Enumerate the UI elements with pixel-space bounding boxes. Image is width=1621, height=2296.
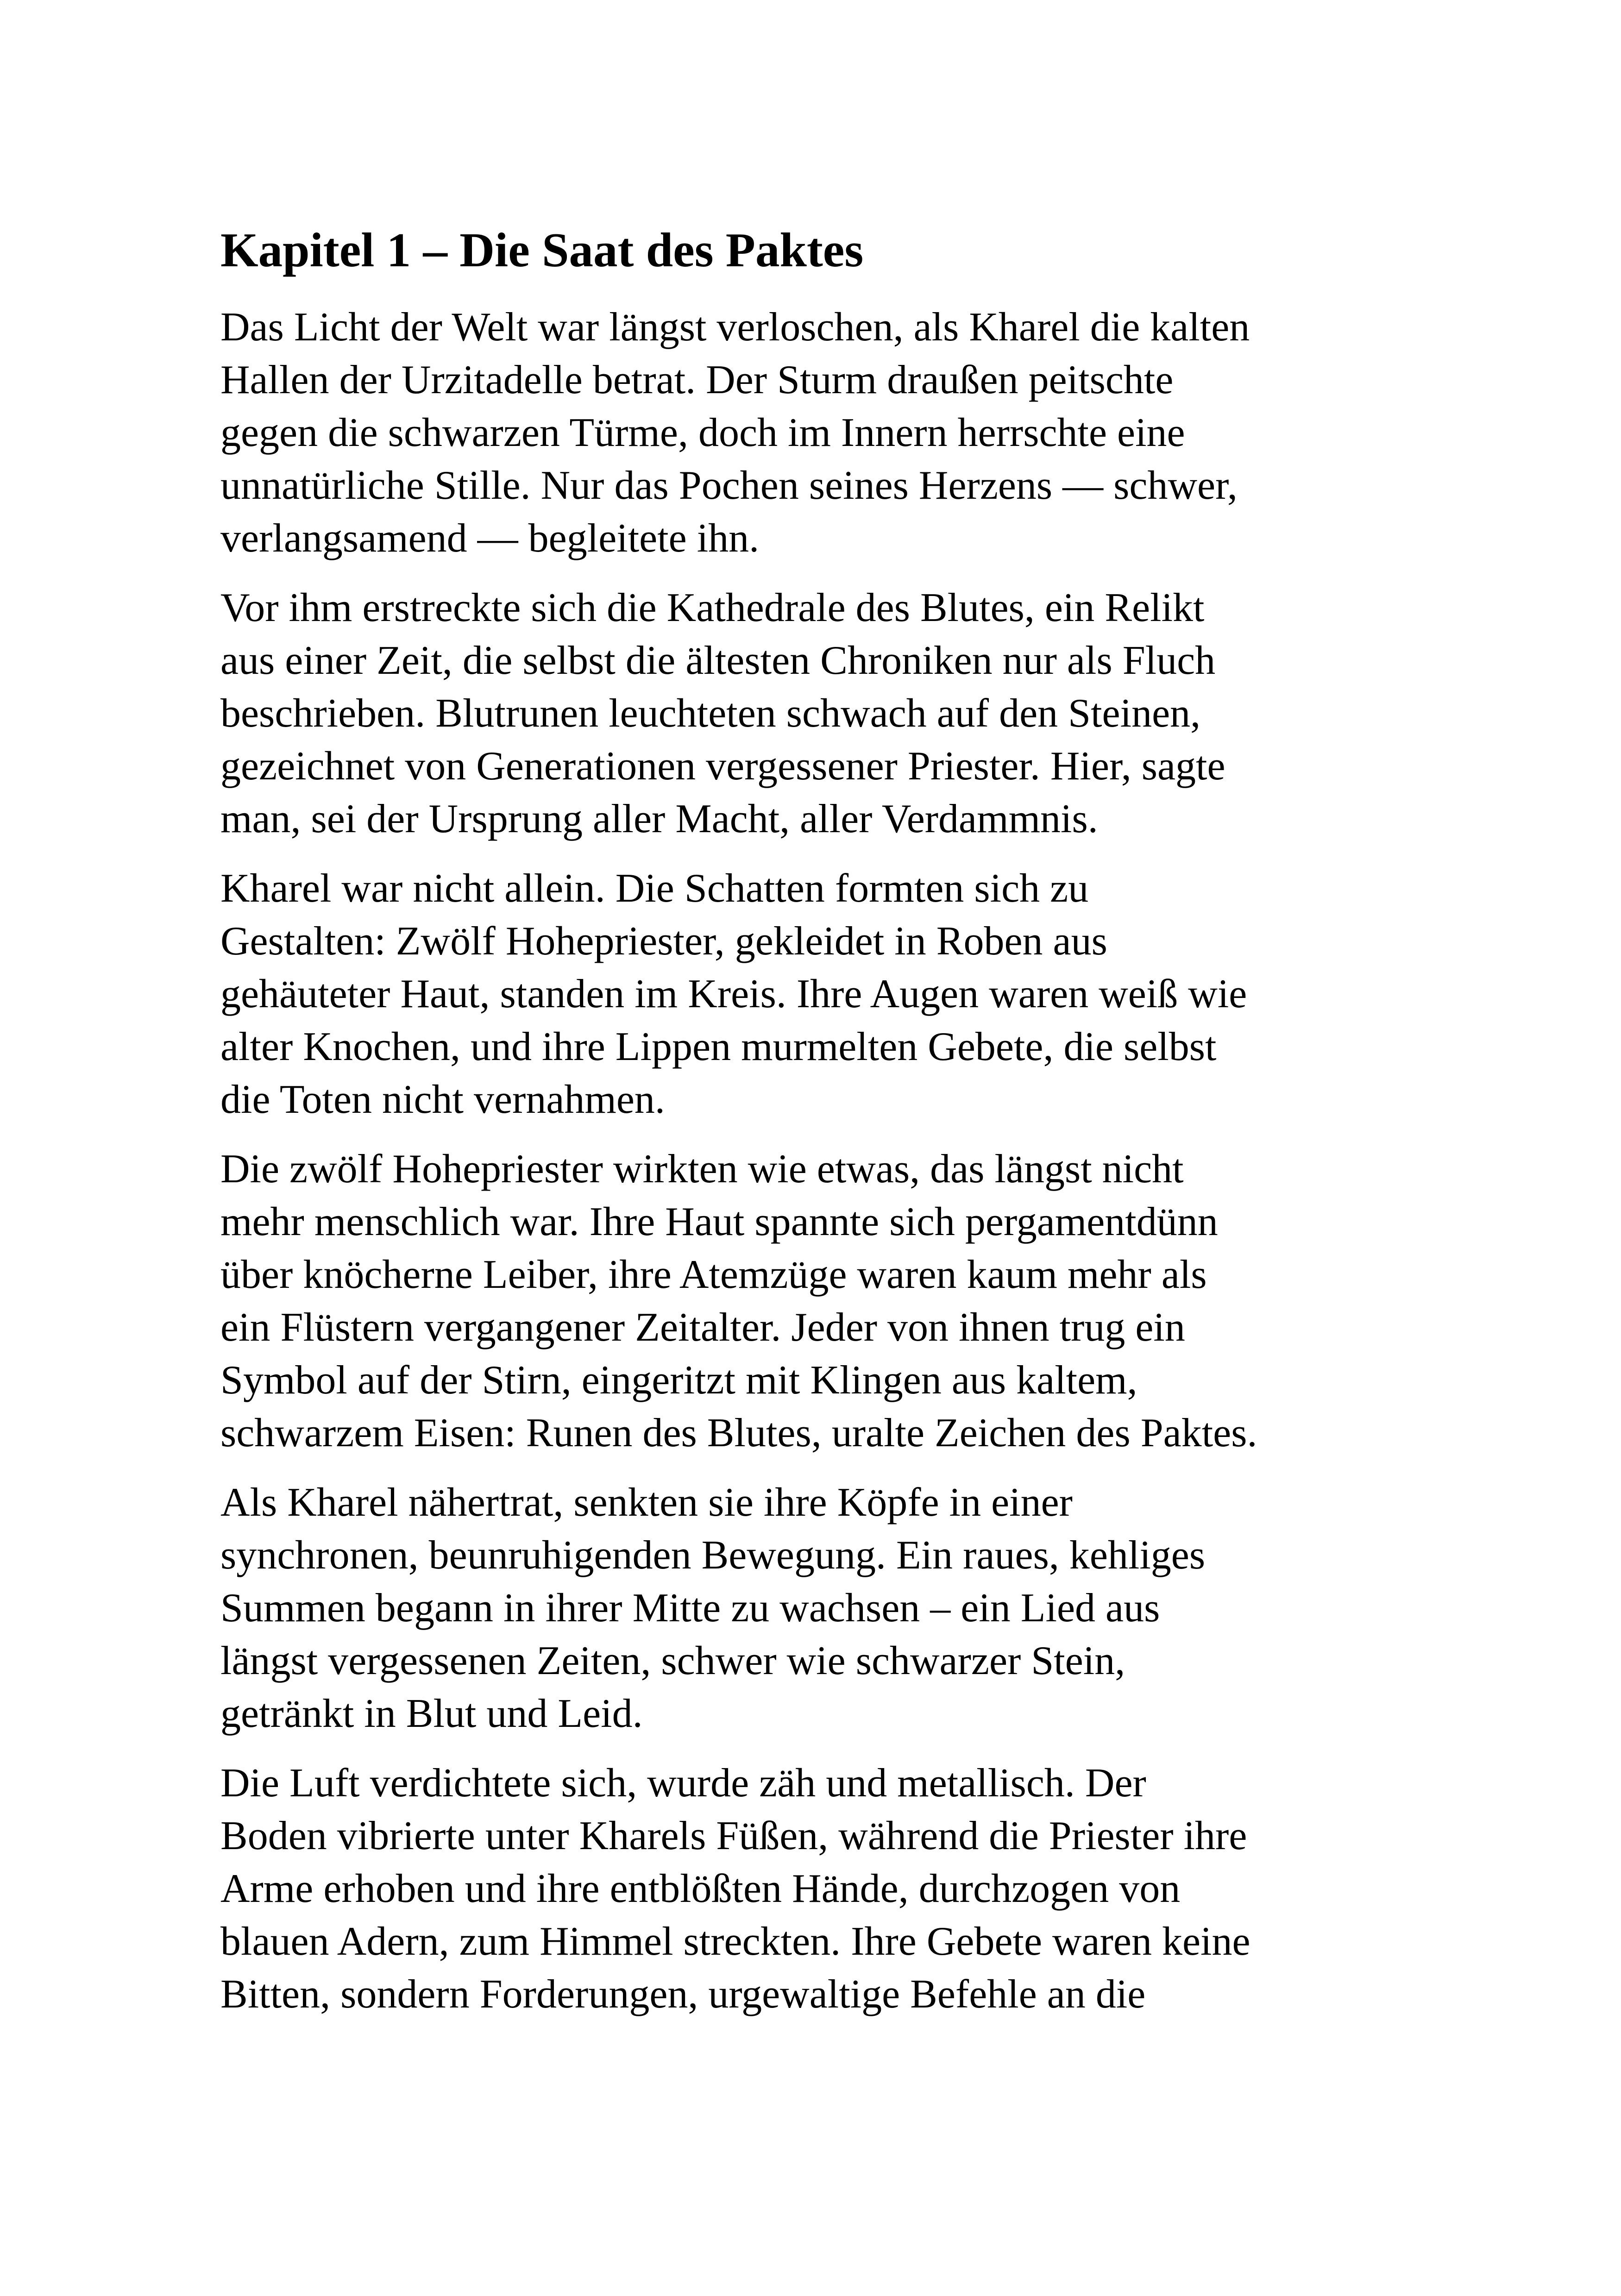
text-line: beschrieben. Blutrunen leuchteten schwach auf den Steinen, [220, 691, 1201, 736]
text-line: über knöcherne Leiber, ihre Atemzüge waren kaum mehr als [220, 1252, 1207, 1297]
text-line: gehäuteter Haut, standen im Kreis. Ihre Augen waren weiß wie [220, 972, 1247, 1016]
text-line: die Toten nicht vernahmen. [220, 1077, 665, 1122]
chapter-content [220, 218, 1425, 2038]
paragraph-6 [220, 1757, 1425, 2021]
text-line: alter Knochen, und ihre Lippen murmelten Gebete, die selbst [220, 1024, 1217, 1069]
text-line: getränkt in Blut und Leid. [220, 1691, 643, 1736]
text-line: Die zwölf Hohepriester wirkten wie etwas, das längst nicht [220, 1147, 1184, 1192]
chapter-title: Kapitel 1 – Die Saat des Paktes [220, 223, 864, 277]
paragraph-1 [220, 301, 1425, 565]
text-line: gezeichnet von Generationen vergessener Priester. Hier, sagte [220, 744, 1225, 789]
text-line: ein Flüstern vergangener Zeitalter. Jeder von ihnen trug ein [220, 1305, 1185, 1350]
text-line: schwarzem Eisen: Runen des Blutes, uralte Zeichen des Paktes. [220, 1411, 1257, 1455]
text-line: Summen begann in ihrer Mitte zu wachsen – ein Lied aus [220, 1586, 1160, 1631]
text-line: Vor ihm erstreckte sich die Kathedrale des Blutes, ein Relikt [220, 585, 1205, 630]
text-line: Hallen der Urzitadelle betrat. Der Sturm draußen peitschte [220, 358, 1174, 402]
paragraph-2 [220, 582, 1425, 846]
text-line: Das Licht der Welt war längst verloschen, als Kharel die kalten [220, 305, 1250, 350]
text-line: Symbol auf der Stirn, eingeritzt mit Klingen aus kaltem, [220, 1358, 1137, 1403]
text-line: gegen die schwarzen Türme, doch im Innern herrschte eine [220, 410, 1185, 455]
text-line: man, sei der Ursprung aller Macht, aller Verdammnis. [220, 797, 1098, 841]
text-line: blauen Adern, zum Himmel streckten. Ihre Gebete waren keine [220, 1919, 1250, 1964]
text-line: aus einer Zeit, die selbst die ältesten Chroniken nur als Fluch [220, 638, 1216, 683]
paragraph-5 [220, 1476, 1425, 1740]
text-line: synchronen, beunruhigenden Bewegung. Ein raues, kehliges [220, 1533, 1206, 1578]
paragraph-4 [220, 1143, 1425, 1460]
text-line: verlangsamend — begleitete ihn. [220, 516, 760, 561]
paragraph-3 [220, 862, 1425, 1126]
text-line: Bitten, sondern Forderungen, urgewaltige Befehle an die [220, 1972, 1146, 2017]
text-line: mehr menschlich war. Ihre Haut spannte sich pergamentdünn [220, 1199, 1218, 1244]
text-line: Gestalten: Zwölf Hohepriester, gekleidet in Roben aus [220, 919, 1107, 964]
text-line: Boden vibrierte unter Kharels Füßen, während die Priester ihre [220, 1813, 1247, 1858]
text-line: längst vergessenen Zeiten, schwer wie schwarzer Stein, [220, 1638, 1125, 1683]
text-line: unnatürliche Stille. Nur das Pochen seines Herzens — schwer, [220, 463, 1238, 508]
text-line: Arme erhoben und ihre entblößten Hände, durchzogen von [220, 1866, 1181, 1911]
text-line: Die Luft verdichtete sich, wurde zäh und metallisch. Der [220, 1761, 1146, 1806]
text-line: Kharel war nicht allein. Die Schatten formten sich zu [220, 866, 1089, 911]
text-line: Als Kharel nähertrat, senkten sie ihre Köpfe in einer [220, 1480, 1073, 1525]
